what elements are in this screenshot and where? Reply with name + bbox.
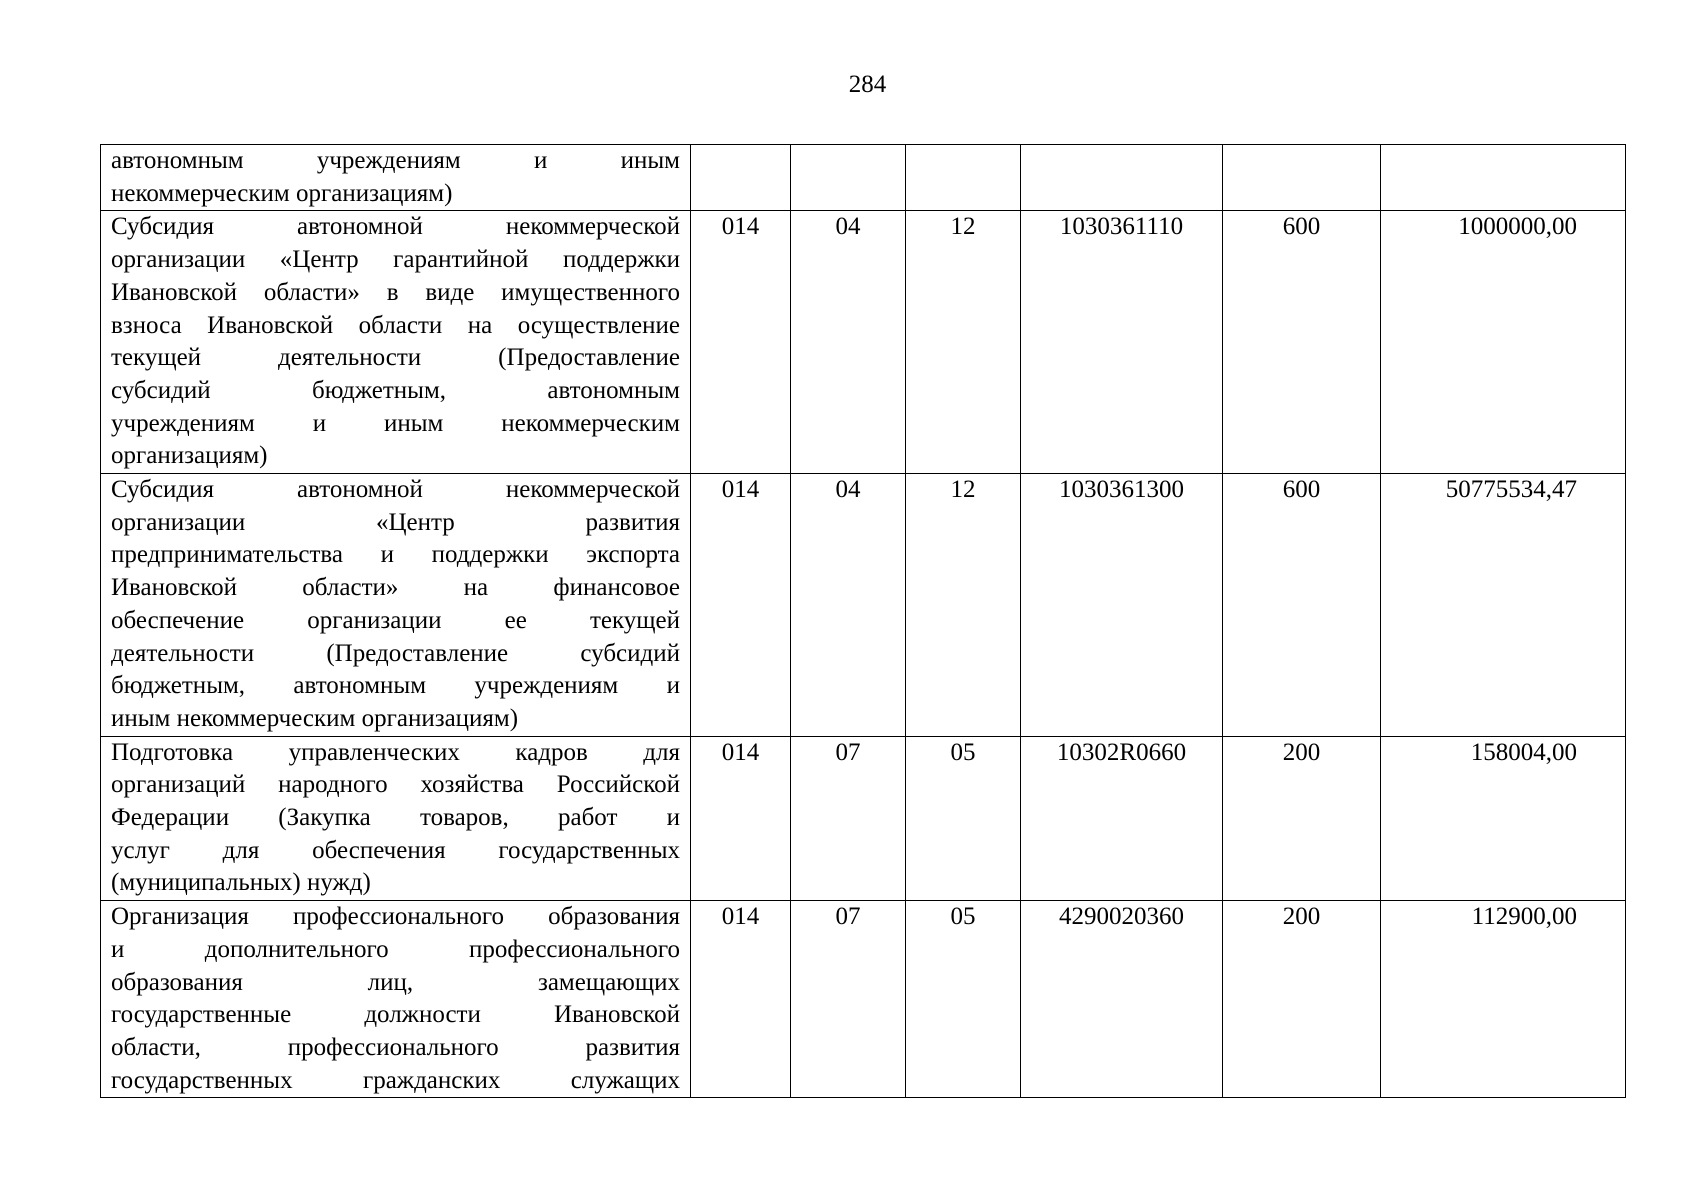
row-description: Организация профессионального образования и дополнительного профессионального образования лиц, замещающих государственные должности Ивановской области, профессионального развития государственных гражданских служащих	[101, 901, 691, 1098]
section-code	[791, 145, 906, 211]
amount: 158004,00	[1381, 736, 1626, 901]
ministry-code	[691, 145, 791, 211]
amount: 112900,00	[1381, 901, 1626, 1098]
target-article-code: 1030361300	[1021, 474, 1223, 737]
target-article-code: 10302R0660	[1021, 736, 1223, 901]
row-description: Субсидия автономной некоммерческой организации «Центр развития предпринимательства и поддержки экспорта Ивановской области» на финансовое обеспечение организации ее текущей деятельности (Предоставление субсидий бюджетным, автономным учреждениям и иным некоммерческим организациям)	[101, 474, 691, 737]
target-article-code: 1030361110	[1021, 211, 1223, 474]
subsection-code: 12	[906, 474, 1021, 737]
row-description: Субсидия автономной некоммерческой организации «Центр гарантийной поддержки Ивановской области» в виде имущественного взноса Ивановской области на осуществление текущей деятельности (Предоставление субсидий бюджетным, автономным учреждениям и иным некоммерческим организациям)	[101, 211, 691, 474]
subsection-code: 05	[906, 736, 1021, 901]
amount	[1381, 145, 1626, 211]
table-row	[101, 145, 1626, 211]
section-code: 04	[791, 474, 906, 737]
subsection-code: 12	[906, 211, 1021, 474]
ministry-code: 014	[691, 474, 791, 737]
ministry-code: 014	[691, 211, 791, 474]
target-article-code: 4290020360	[1021, 901, 1223, 1098]
section-code: 07	[791, 736, 906, 901]
expense-type-code: 200	[1223, 901, 1381, 1098]
row-description: Подготовка управленческих кадров для организаций народного хозяйства Российской Федерации (Закупка товаров, работ и услуг для обеспечения государственных (муниципальных) нужд)	[101, 736, 691, 901]
table-row	[101, 474, 1626, 737]
ministry-code: 014	[691, 901, 791, 1098]
section-code: 04	[791, 211, 906, 474]
ministry-code: 014	[691, 736, 791, 901]
section-code: 07	[791, 901, 906, 1098]
table-row	[101, 211, 1626, 474]
table-row	[101, 901, 1626, 1098]
amount: 50775534,47	[1381, 474, 1626, 737]
expense-type-code	[1223, 145, 1381, 211]
table-row	[101, 736, 1626, 901]
target-article-code	[1021, 145, 1223, 211]
amount: 1000000,00	[1381, 211, 1626, 474]
expense-type-code: 200	[1223, 736, 1381, 901]
expense-type-code: 600	[1223, 211, 1381, 474]
subsection-code	[906, 145, 1021, 211]
row-description: автономным учреждениям и иным некоммерческим организациям)	[101, 145, 691, 211]
subsection-code: 05	[906, 901, 1021, 1098]
page-number: 284	[848, 71, 887, 98]
expense-type-code: 600	[1223, 474, 1381, 737]
budget-table	[100, 144, 1626, 1098]
